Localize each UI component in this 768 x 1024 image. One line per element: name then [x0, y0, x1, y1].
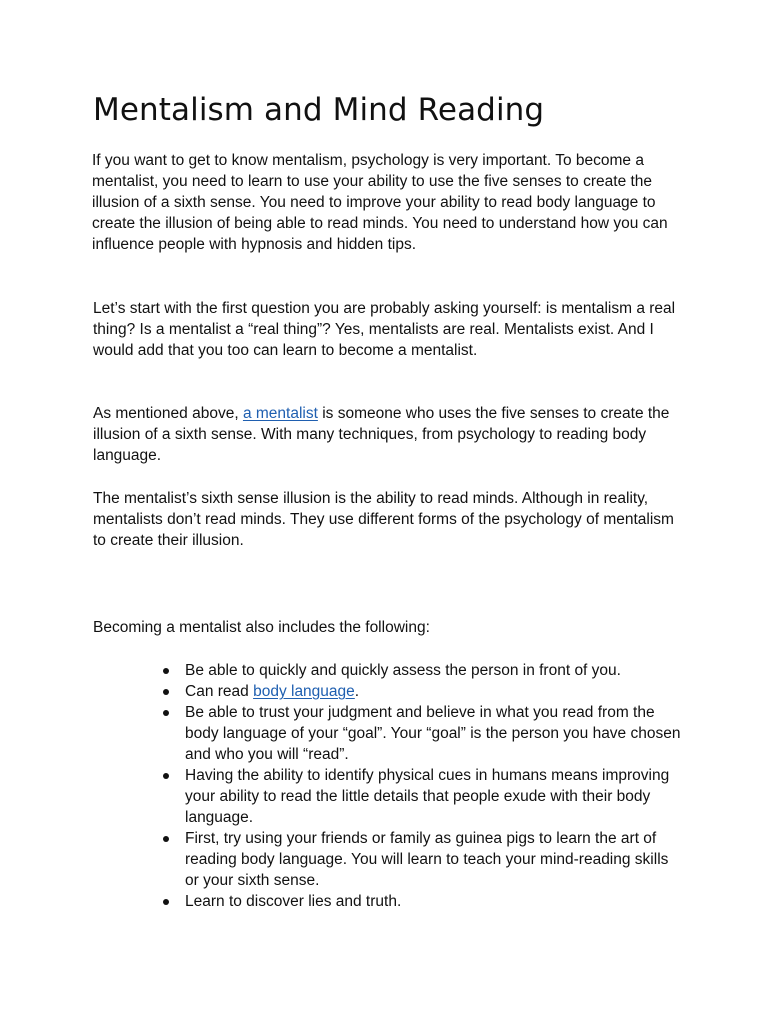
list-item — [185, 702, 683, 765]
page-title: Mentalism and Mind Reading — [93, 92, 545, 128]
bullet-icon — [163, 899, 169, 905]
list-item — [185, 828, 683, 891]
list-item — [185, 891, 683, 912]
paragraph-definition — [93, 403, 683, 466]
list-item — [185, 681, 683, 702]
bullet-icon — [163, 710, 169, 716]
mentalist-link[interactable]: a mentalist — [242, 405, 318, 422]
list-item-text-before: Can read — [185, 683, 254, 700]
list-item-text: Be able to trust your judgment and believe in what you read from the body language of your “goal”. Your “goal” is the person you have chosen and who you will “read”. — [185, 704, 681, 763]
paragraph-question: Let’s start with the first question you are probably asking yourself: is mentalism a real thing? Is a mentalist a “real thing”? Yes, mentalists are real. Mentalists exist. And I would add that you too can learn to become a mentalist. — [93, 300, 676, 359]
list-item — [185, 660, 683, 681]
bullet-icon — [163, 689, 169, 695]
bullet-list — [185, 660, 683, 912]
paragraph-intro: If you want to get to know mentalism, psychology is very important. To become a mentalist, you need to learn to use your ability to use the five senses to create the illusion of a sixth sense. You need to improve your ability to read body language to create the illusion of being able to read minds. You need to understand how you can influence people with hypnosis and hidden tips. — [92, 152, 668, 253]
paragraph-illusion: The mentalist’s sixth sense illusion is the ability to read minds. Although in reality, mentalists don’t read minds. They use different forms of the psychology of mentalism to create their illusion. — [93, 490, 674, 549]
paragraph-definition-text-before: As mentioned above, — [93, 405, 243, 422]
list-item-text: Having the ability to identify physical cues in humans means improving your ability to read the little details that people exude with their body language. — [185, 767, 670, 826]
list-item-text-after: . — [354, 683, 360, 700]
list-item-text: Learn to discover lies and truth. — [185, 893, 402, 910]
list-item-text: Be able to quickly and quickly assess the person in front of you. — [185, 662, 621, 679]
paragraph-list-intro: Becoming a mentalist also includes the following: — [93, 619, 430, 636]
bullet-icon — [163, 773, 169, 779]
bullet-icon — [163, 836, 169, 842]
bullet-icon — [163, 668, 169, 674]
body-language-link[interactable]: body language — [253, 683, 355, 700]
paragraph-definition-text-after: is someone who uses the five senses to create the illusion of a sixth sense. With many techniques, from psychology to reading body language. — [93, 405, 670, 464]
list-item — [185, 765, 683, 828]
list-item-text: First, try using your friends or family as guinea pigs to learn the art of reading body language. You will learn to teach your mind-reading skills or your sixth sense. — [185, 830, 669, 889]
